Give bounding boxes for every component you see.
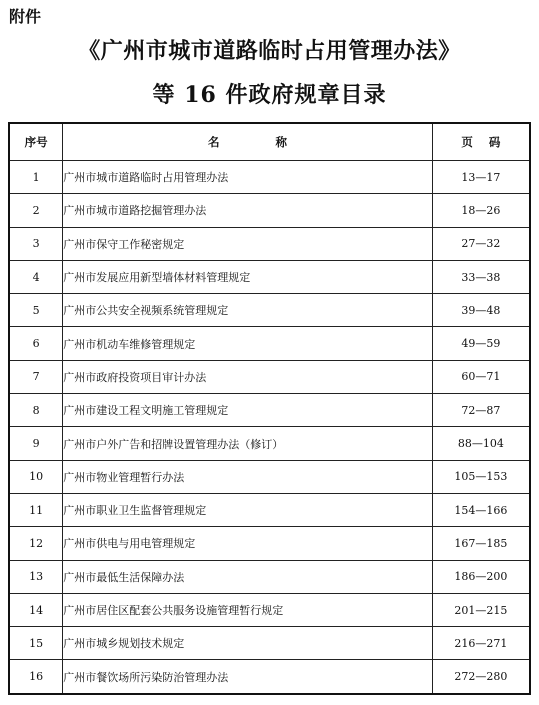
row-serial-number: 16 bbox=[9, 660, 63, 694]
table-row bbox=[9, 294, 530, 327]
row-serial-number: 3 bbox=[9, 227, 63, 260]
row-serial-number: 6 bbox=[9, 327, 63, 360]
row-page-range: 105—153 bbox=[432, 460, 530, 493]
row-page-range: 167—185 bbox=[432, 527, 530, 560]
table-row bbox=[9, 327, 530, 360]
row-serial-number: 1 bbox=[9, 161, 63, 194]
row-regulation-name: 广州市供电与用电管理规定 bbox=[63, 527, 433, 560]
table-row bbox=[9, 627, 530, 660]
row-page-range: 39—48 bbox=[432, 294, 530, 327]
header-page-number: 页 码 bbox=[432, 123, 530, 161]
annex-label: 附件 bbox=[9, 7, 42, 26]
table-row bbox=[9, 360, 530, 393]
row-regulation-name: 广州市城乡规划技术规定 bbox=[63, 627, 433, 660]
row-serial-number: 4 bbox=[9, 260, 63, 293]
row-serial-number: 7 bbox=[9, 360, 63, 393]
table-row bbox=[9, 527, 530, 560]
table-row bbox=[9, 194, 530, 227]
row-regulation-name: 广州市建设工程文明施工管理规定 bbox=[63, 394, 433, 427]
row-page-range: 88—104 bbox=[432, 427, 530, 460]
regulation-directory-table bbox=[8, 122, 531, 695]
table-header-row bbox=[9, 123, 530, 161]
table-row bbox=[9, 593, 530, 626]
row-serial-number: 5 bbox=[9, 294, 63, 327]
row-serial-number: 10 bbox=[9, 460, 63, 493]
row-serial-number: 11 bbox=[9, 493, 63, 526]
document-title: 《广州市城市道路临时占用管理办法》 bbox=[78, 38, 461, 64]
table-row bbox=[9, 227, 530, 260]
row-regulation-name: 广州市公共安全视频系统管理规定 bbox=[63, 294, 433, 327]
document-subtitle: 等 16 件政府规章目录 bbox=[152, 82, 387, 108]
row-regulation-name: 广州市发展应用新型墙体材料管理规定 bbox=[63, 260, 433, 293]
row-page-range: 216—271 bbox=[432, 627, 530, 660]
header-serial-number: 序号 bbox=[9, 123, 63, 161]
table-row bbox=[9, 493, 530, 526]
table-row bbox=[9, 161, 530, 194]
row-serial-number: 9 bbox=[9, 427, 63, 460]
row-regulation-name: 广州市户外广告和招牌设置管理办法（修订） bbox=[63, 427, 433, 460]
row-regulation-name: 广州市城市道路挖掘管理办法 bbox=[63, 194, 433, 227]
row-regulation-name: 广州市居住区配套公共服务设施管理暂行规定 bbox=[63, 593, 433, 626]
row-serial-number: 13 bbox=[9, 560, 63, 593]
row-page-range: 49—59 bbox=[432, 327, 530, 360]
row-regulation-name: 广州市餐饮场所污染防治管理办法 bbox=[63, 660, 433, 694]
table-row bbox=[9, 260, 530, 293]
table-row bbox=[9, 427, 530, 460]
row-page-range: 13—17 bbox=[432, 161, 530, 194]
row-serial-number: 8 bbox=[9, 394, 63, 427]
row-page-range: 154—166 bbox=[432, 493, 530, 526]
table-row bbox=[9, 394, 530, 427]
row-page-range: 60—71 bbox=[432, 360, 530, 393]
row-page-range: 33—38 bbox=[432, 260, 530, 293]
row-regulation-name: 广州市城市道路临时占用管理办法 bbox=[63, 161, 433, 194]
row-page-range: 272—280 bbox=[432, 660, 530, 694]
table-row bbox=[9, 460, 530, 493]
row-serial-number: 12 bbox=[9, 527, 63, 560]
row-regulation-name: 广州市保守工作秘密规定 bbox=[63, 227, 433, 260]
row-serial-number: 2 bbox=[9, 194, 63, 227]
table-row bbox=[9, 560, 530, 593]
row-page-range: 186—200 bbox=[432, 560, 530, 593]
row-page-range: 201—215 bbox=[432, 593, 530, 626]
row-regulation-name: 广州市物业管理暂行办法 bbox=[63, 460, 433, 493]
row-regulation-name: 广州市政府投资项目审计办法 bbox=[63, 360, 433, 393]
row-serial-number: 15 bbox=[9, 627, 63, 660]
row-regulation-name: 广州市机动车维修管理规定 bbox=[63, 327, 433, 360]
row-page-range: 27—32 bbox=[432, 227, 530, 260]
table-row bbox=[9, 660, 530, 694]
row-regulation-name: 广州市职业卫生监督管理规定 bbox=[63, 493, 433, 526]
header-name: 名 称 bbox=[63, 123, 433, 161]
row-regulation-name: 广州市最低生活保障办法 bbox=[63, 560, 433, 593]
row-page-range: 72—87 bbox=[432, 394, 530, 427]
row-serial-number: 14 bbox=[9, 593, 63, 626]
row-page-range: 18—26 bbox=[432, 194, 530, 227]
